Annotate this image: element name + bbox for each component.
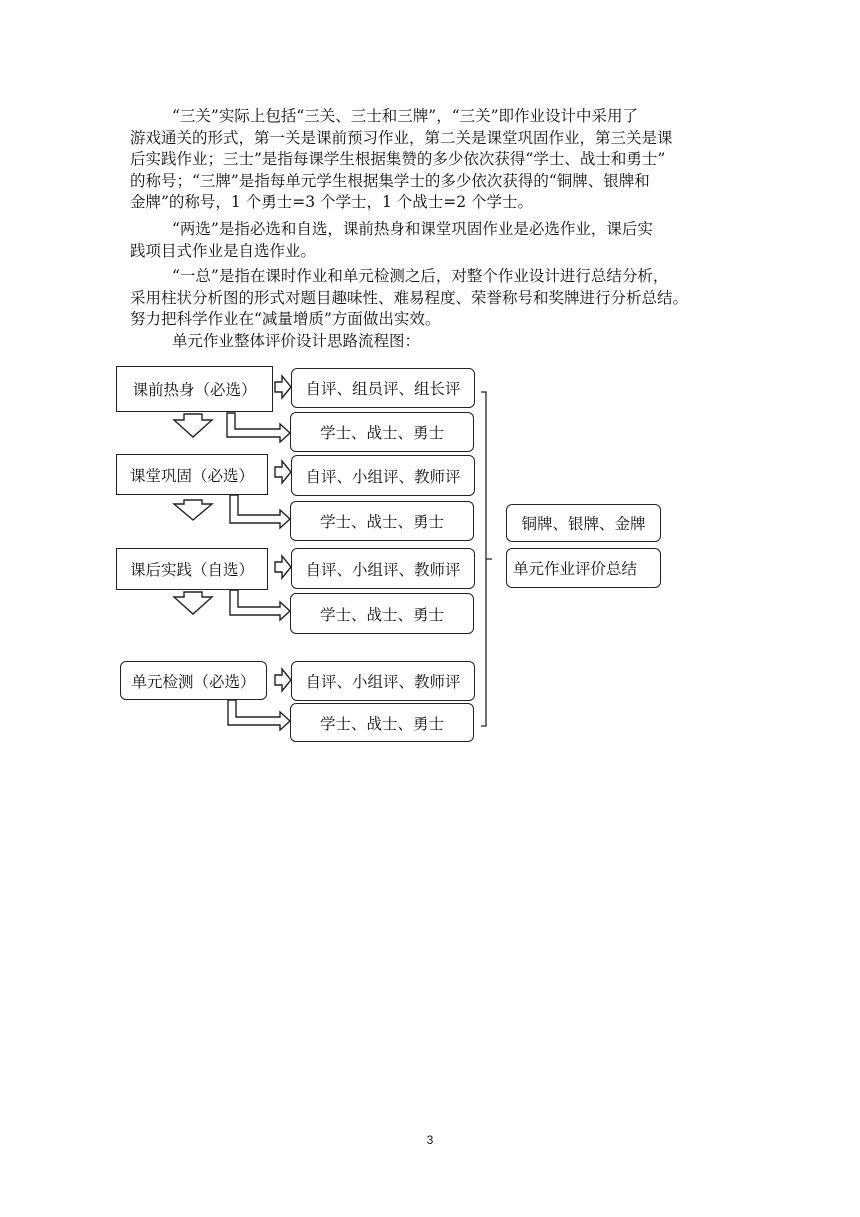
- elbow-arrow-icon: [227, 413, 290, 442]
- text-line: 努力把科学作业在“减量增质”方面做出实效。: [130, 310, 441, 328]
- text-line: “两选”是指必选和自选，课前热身和课堂巩固作业是必选作业，课后实: [172, 220, 653, 238]
- text-line: 采用柱状分析图的形式对题目趣味性、难易程度、荣誉称号和奖牌进行分析总结。: [130, 288, 689, 307]
- titles-box-warmup: 学士、战士、勇士: [290, 412, 474, 452]
- stage-box-consolidation: 课堂巩固（必选）: [116, 454, 268, 495]
- down-arrow-icon: [174, 592, 212, 614]
- titles-box-unit-test: 学士、战士、勇士: [290, 703, 474, 742]
- right-arrow-icon: [275, 461, 291, 483]
- stage-box-warmup: 课前热身（必选）: [116, 366, 273, 412]
- down-arrow-icon: [174, 414, 212, 437]
- eval-box-practice: 自评、小组评、教师评: [291, 548, 475, 589]
- elbow-arrow-icon: [230, 495, 290, 528]
- elbow-arrow-icon: [228, 700, 290, 730]
- eval-box-consolidation: 自评、小组评、教师评: [291, 455, 475, 496]
- stage-box-unit-test: 单元检测（必选）: [120, 661, 267, 700]
- right-arrow-icon: [275, 376, 291, 398]
- titles-box-practice: 学士、战士、勇士: [290, 593, 474, 634]
- right-arrow-icon: [275, 669, 291, 691]
- eval-box-warmup: 自评、组员评、组长评: [291, 368, 475, 408]
- text-line: 的称号；“三牌”是指每单元学生根据集学士的多少依次获得的“铜牌、银牌和: [130, 171, 650, 190]
- text-line: “三关”实际上包括“三关、三士和三牌”，“三关”即作业设计中采用了: [172, 107, 639, 125]
- text-line: 后实践作业；三士”是指每课学生根据集赞的多少依次获得“学士、战士和勇士”: [130, 150, 666, 168]
- eval-box-unit-test: 自评、小组评、教师评: [291, 661, 475, 701]
- down-arrow-icon: [174, 500, 212, 520]
- summary-bracket: [481, 392, 492, 726]
- text-line: 践项目式作业是自选作业。: [130, 241, 317, 260]
- text-line: 单元作业整体评价设计思路流程图：: [172, 332, 421, 350]
- elbow-arrow-icon: [230, 590, 290, 620]
- stage-box-practice: 课后实践（自选）: [116, 548, 268, 590]
- titles-box-consolidation: 学士、战士、勇士: [290, 501, 474, 541]
- medals-box: 铜牌、银牌、金牌: [506, 504, 661, 542]
- text-line: “一总”是指在课时作业和单元检测之后，对整个作业设计进行总结分析，: [172, 267, 669, 285]
- right-arrow-icon: [275, 556, 291, 578]
- page-number: 3: [426, 1133, 434, 1147]
- text-line: 游戏通关的形式，第一关是课前预习作业，第二关是课堂巩固作业，第三关是课: [130, 128, 673, 147]
- text-line: 金牌”的称号，1 个勇士=3 个学士，1 个战士=2 个学士。: [130, 193, 534, 211]
- summary-box: 单元作业评价总结: [506, 548, 661, 588]
